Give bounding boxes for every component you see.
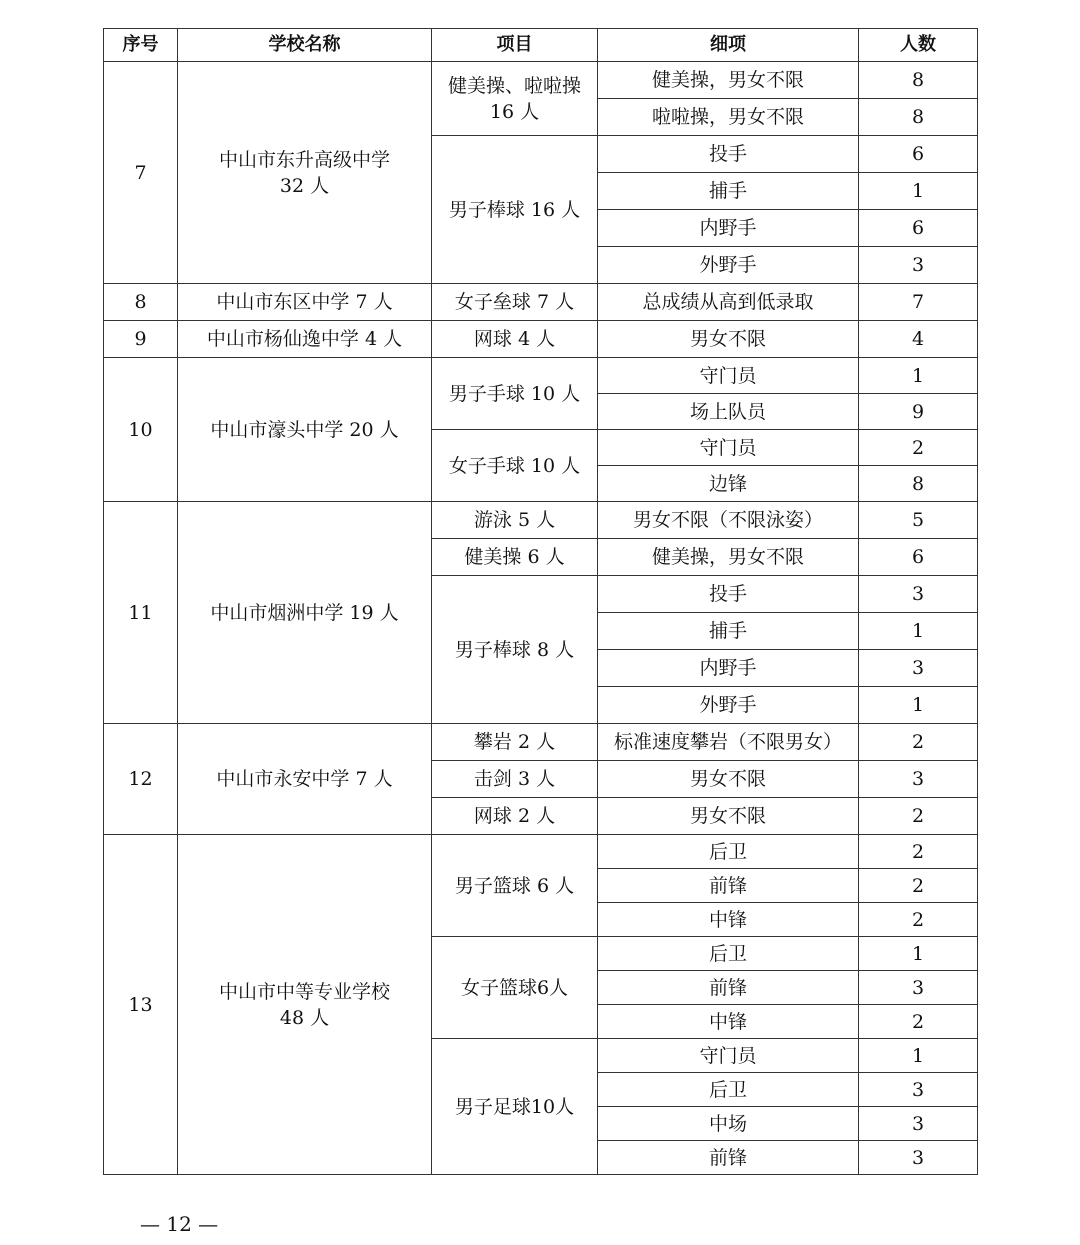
detail-cell: 中场	[598, 1107, 859, 1141]
project-cell: 游泳 5 人	[432, 502, 598, 539]
project-cell: 网球 2 人	[432, 798, 598, 835]
detail-cell: 总成绩从高到低录取	[598, 284, 859, 321]
count-cell: 2	[859, 798, 978, 835]
seq-cell: 10	[104, 358, 178, 502]
detail-cell: 健美操，男女不限	[598, 539, 859, 576]
table-row	[104, 835, 978, 869]
school-name: 中山市东升高级中学	[218, 148, 390, 171]
count-cell: 6	[859, 136, 978, 173]
project-cell: 男子棒球 16 人	[432, 136, 598, 284]
detail-cell: 外野手	[598, 687, 859, 724]
detail-cell: 后卫	[598, 1073, 859, 1107]
count-cell: 3	[859, 247, 978, 284]
detail-cell: 内野手	[598, 650, 859, 687]
count-cell: 9	[859, 394, 978, 430]
seq-cell: 11	[104, 502, 178, 724]
page-number: — 12 —	[140, 1212, 219, 1236]
seq-cell: 12	[104, 724, 178, 835]
project-cell: 女子垒球 7 人	[432, 284, 598, 321]
detail-cell: 健美操，男女不限	[598, 62, 859, 99]
detail-cell: 中锋	[598, 1005, 859, 1039]
table-row	[104, 62, 978, 99]
project-cell: 网球 4 人	[432, 321, 598, 358]
header-seq: 序号	[104, 29, 178, 62]
count-cell: 3	[859, 761, 978, 798]
count-cell: 2	[859, 430, 978, 466]
detail-cell: 后卫	[598, 835, 859, 869]
seq-cell: 9	[104, 321, 178, 358]
count-cell: 6	[859, 539, 978, 576]
detail-cell: 捕手	[598, 173, 859, 210]
seq-cell: 8	[104, 284, 178, 321]
header-project: 项目	[432, 29, 598, 62]
school-cell: 中山市烟洲中学 19 人	[178, 502, 432, 724]
project-cell: 女子手球 10 人	[432, 430, 598, 502]
detail-cell: 前锋	[598, 869, 859, 903]
project-cell: 攀岩 2 人	[432, 724, 598, 761]
count-cell: 2	[859, 724, 978, 761]
project-name: 健美操、啦啦操	[447, 74, 581, 97]
detail-cell: 中锋	[598, 903, 859, 937]
school-cell: 中山市东区中学 7 人	[178, 284, 432, 321]
table-row	[104, 321, 978, 358]
detail-cell: 啦啦操，男女不限	[598, 99, 859, 136]
count-cell: 3	[859, 1107, 978, 1141]
project-cell: 男子足球10人	[432, 1039, 598, 1175]
table-row	[104, 358, 978, 394]
project-cell: 男子篮球 6 人	[432, 835, 598, 937]
school-name: 中山市中等专业学校	[218, 980, 390, 1003]
count-cell: 2	[859, 1005, 978, 1039]
count-cell: 3	[859, 1141, 978, 1175]
detail-cell: 前锋	[598, 1141, 859, 1175]
detail-cell: 男女不限（不限泳姿）	[598, 502, 859, 539]
header-count: 人数	[859, 29, 978, 62]
detail-cell: 捕手	[598, 613, 859, 650]
header-detail: 细项	[598, 29, 859, 62]
detail-cell: 边锋	[598, 466, 859, 502]
detail-cell: 男女不限	[598, 761, 859, 798]
detail-cell: 守门员	[598, 1039, 859, 1073]
count-cell: 4	[859, 321, 978, 358]
count-cell: 2	[859, 903, 978, 937]
project-cell: 男子手球 10 人	[432, 358, 598, 430]
count-cell: 1	[859, 358, 978, 394]
detail-cell: 守门员	[598, 358, 859, 394]
detail-cell: 投手	[598, 576, 859, 613]
count-cell: 7	[859, 284, 978, 321]
school-cell: 中山市永安中学 7 人	[178, 724, 432, 835]
project-cell	[432, 62, 598, 136]
header-school: 学校名称	[178, 29, 432, 62]
project-cell: 击剑 3 人	[432, 761, 598, 798]
table-row	[104, 724, 978, 761]
count-cell: 1	[859, 613, 978, 650]
count-cell: 8	[859, 62, 978, 99]
detail-cell: 守门员	[598, 430, 859, 466]
table-row	[104, 502, 978, 539]
table-header-row	[104, 29, 978, 62]
detail-cell: 男女不限	[598, 321, 859, 358]
count-cell: 3	[859, 576, 978, 613]
project-cell: 健美操 6 人	[432, 539, 598, 576]
seq-cell: 13	[104, 835, 178, 1175]
school-count: 32 人	[279, 174, 330, 197]
enrollment-table	[103, 28, 978, 1175]
count-cell: 6	[859, 210, 978, 247]
school-cell	[178, 835, 432, 1175]
count-cell: 3	[859, 971, 978, 1005]
school-count: 48 人	[279, 1006, 330, 1029]
project-cell: 男子棒球 8 人	[432, 576, 598, 724]
count-cell: 3	[859, 1073, 978, 1107]
count-cell: 1	[859, 1039, 978, 1073]
count-cell: 1	[859, 937, 978, 971]
school-cell: 中山市濠头中学 20 人	[178, 358, 432, 502]
count-cell: 2	[859, 869, 978, 903]
count-cell: 5	[859, 502, 978, 539]
project-count: 16 人	[489, 100, 540, 123]
detail-cell: 前锋	[598, 971, 859, 1005]
count-cell: 8	[859, 99, 978, 136]
count-cell: 1	[859, 173, 978, 210]
count-cell: 1	[859, 687, 978, 724]
detail-cell: 内野手	[598, 210, 859, 247]
detail-cell: 标准速度攀岩（不限男女）	[598, 724, 859, 761]
seq-cell: 7	[104, 62, 178, 284]
count-cell: 2	[859, 835, 978, 869]
detail-cell: 外野手	[598, 247, 859, 284]
count-cell: 3	[859, 650, 978, 687]
table-row	[104, 284, 978, 321]
detail-cell: 投手	[598, 136, 859, 173]
detail-cell: 场上队员	[598, 394, 859, 430]
detail-cell: 后卫	[598, 937, 859, 971]
project-cell: 女子篮球6人	[432, 937, 598, 1039]
school-cell: 中山市杨仙逸中学 4 人	[178, 321, 432, 358]
school-cell	[178, 62, 432, 284]
count-cell: 8	[859, 466, 978, 502]
detail-cell: 男女不限	[598, 798, 859, 835]
